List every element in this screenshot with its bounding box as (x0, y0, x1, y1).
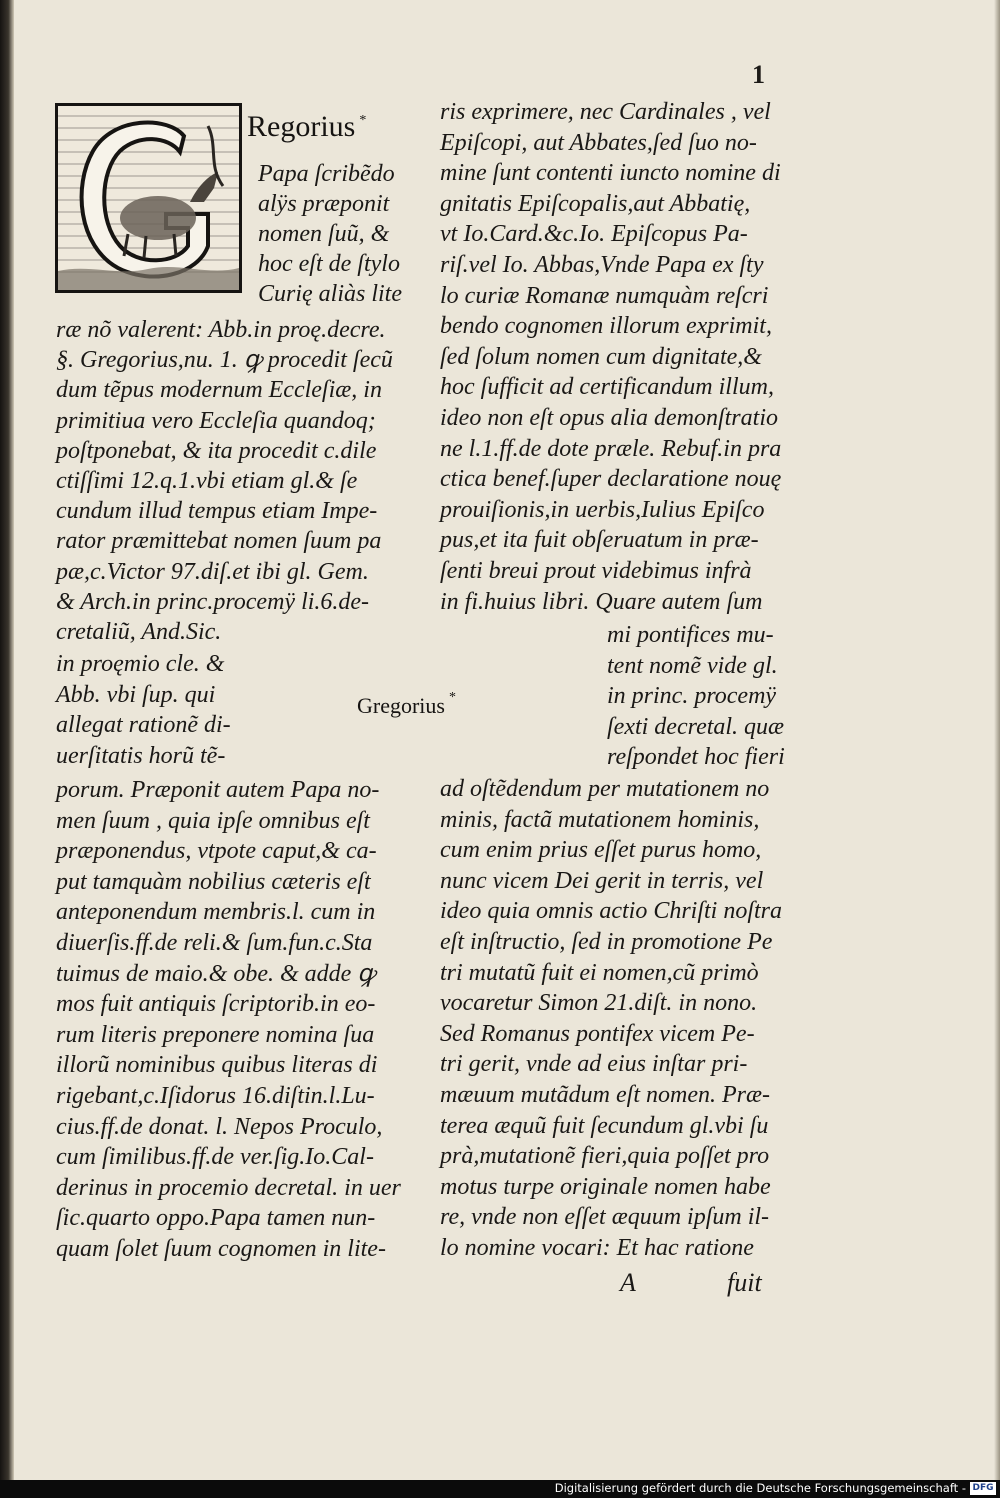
text-line: primitiua vero Eccleſia quandoq; (56, 407, 376, 434)
text-line: vt Io.Card.&c.Io. Epiſcopus Pa- (440, 221, 748, 248)
signature-mark: A (620, 1268, 636, 1297)
text-line: in princ. procemÿ (607, 683, 777, 710)
text-line: put tamquàm nobilius cæteris eſt (56, 868, 371, 895)
center-heading-text: Gregorius (357, 693, 445, 718)
text-line: mi pontifices mu- (607, 622, 774, 648)
text-line: poſtponebat, & ita procedit c.dile (56, 437, 377, 464)
text-line: rator præmittebat nomen ſuum pa (56, 528, 382, 555)
text-line: ſic.quarto oppo.Papa tamen nun- (56, 1205, 376, 1232)
text-line: tri gerit, vnde ad eius inſtar pri- (440, 1051, 748, 1078)
text-line: prouiſionis,in uerbis,Iulius Epiſco (440, 496, 765, 523)
page-edge (994, 0, 1000, 1480)
text-line: cius.ff.de donat. l. Nepos Proculo, (56, 1113, 383, 1140)
text-line: pæ,c.Victor 97.diſ.et ibi gl. Gem. (56, 558, 369, 585)
center-heading-text-wrap (357, 690, 456, 719)
text-line: rigebant,c.Iſidorus 16.diſtin.l.Lu- (56, 1083, 375, 1109)
text-line: & Arch.in princ.procemÿ li.6.de- (56, 588, 370, 615)
text-line: Sed Romanus pontifex vicem Pe- (440, 1020, 755, 1047)
text-line: Papa ſcribẽdo (258, 161, 395, 187)
text-line: ctiſſimi 12.q.1.vbi etiam gl.& ſe (56, 468, 358, 494)
dfg-logo-icon: DFG (970, 1482, 996, 1495)
folio-number: 1 (752, 60, 765, 89)
text-line: reſpondet hoc fieri (607, 744, 785, 771)
text-line: diuerſis.ff.de reli.& ſum.fun.c.Sta (56, 930, 373, 956)
text-line: minis, factã mutationem hominis, (440, 806, 760, 833)
text-line: motus turpe originale nomen habe (440, 1173, 771, 1200)
text-line: hoc eſt de ſtylo (258, 251, 400, 277)
text-line: cum enim prius eſſet purus homo, (440, 837, 762, 864)
text-line: mæuum mutãdum eſt nomen. Præ- (440, 1082, 770, 1108)
text-line: riſ.vel Io. Abbas,Vnde Papa ex ſty (440, 252, 764, 278)
text-line: ad oſtẽdendum per mutationem no (440, 776, 770, 802)
section-heading (247, 110, 366, 144)
text-line: in proęmio cle. & (56, 651, 225, 677)
asterisk-mark-icon: * (359, 113, 367, 128)
woodcut-initial-icon (58, 106, 239, 290)
text-line: lo nomine vocari: Et hac ratione (440, 1235, 754, 1261)
text-line: cretaliũ, And.Sic. (56, 619, 222, 645)
text-line: porum. Præponit autem Papa no- (56, 777, 380, 803)
text-line: terea æquũ fuit ſecundum gl.vbi ſu (440, 1112, 769, 1139)
text-line: ideo quia omnis actio Chriſti noſtra (440, 898, 783, 925)
text-line: ſed ſolum nomen cum dignitate,& (440, 343, 762, 370)
text-line: Epiſcopi, aut Abbates,ſed ſuo no- (440, 129, 757, 156)
text-line: vocaretur Simon 21.diſt. in nono. (440, 990, 758, 1017)
text-line: ſenti breui prout videbimus infrà (440, 558, 752, 584)
funding-notice: Digitalisierung gefördert durch die Deutsche Forschungsgemeinschaft - (554, 1481, 966, 1495)
text-line: uerſitatis horũ tẽ- (56, 742, 226, 769)
text-line: illorũ nominibus quibus literas di (56, 1052, 378, 1079)
text-line: Abb. vbi ſup. qui (56, 681, 216, 708)
asterisk-mark-icon: * (448, 690, 456, 705)
text-line: gnitatis Epiſcopalis,aut Abbatię, (440, 190, 751, 217)
text-line: alÿs præponit (258, 191, 390, 217)
text-line: cundum illud tempus etiam Impe- (56, 498, 378, 525)
page-gutter-shadow (0, 0, 14, 1480)
text-line: derinus in procemio decretal. in uer (56, 1174, 401, 1201)
text-line: ctica benef.ſuper declaratione nouę (440, 466, 782, 493)
text-line: hoc ſufficit ad certificandum illum, (440, 374, 774, 401)
heading-text: Regorius (247, 110, 356, 143)
text-line: Curię aliàs lite (258, 281, 402, 307)
text-line: nunc vicem Dei gerit in terris, vel (440, 867, 764, 894)
text-line: nomen ſuũ, & (258, 221, 390, 247)
text-line: §. Gregorius,nu. 1. ꝙ procedit ſecũ (56, 347, 393, 374)
text-line: lo curiæ Romanæ numquàm reſcri (440, 282, 769, 309)
text-line: ræ nõ valerent: Abb.in proę.decre. (56, 317, 386, 343)
text-line: bendo cognomen illorum exprimit, (440, 313, 772, 340)
text-line: ne l.1.ff.de dote præle. Rebuf.in pra (440, 435, 782, 462)
text-line: præponendus, vtpote caput,& ca- (56, 838, 377, 865)
text-line: ideo non eſt opus alia demonſtratio (440, 405, 778, 431)
text-line: allegat rationẽ di- (56, 712, 231, 738)
text-line: ſexti decretal. quæ (607, 713, 785, 740)
text-line: tuimus de maio.& obe. & adde ꝙ (56, 960, 376, 987)
decorated-initial-g (55, 103, 242, 293)
text-line: re, vnde non eſſet æquum ipſum il- (440, 1204, 770, 1231)
text-line: in fi.huius libri. Quare autem ſum (440, 588, 763, 615)
text-line: men ſuum , quia ipſe omnibus eſt (56, 807, 370, 834)
text-line: quam ſolet ſuum cognomen in lite- (56, 1236, 386, 1262)
text-line: mine ſunt contenti iuncto nomine di (440, 160, 781, 187)
text-line: anteponendum membris.l. cum in (56, 899, 376, 926)
text-line: dum tẽpus modernum Eccleſiæ, in (56, 377, 382, 404)
text-line: tri mutatũ fuit ei nomen,cũ primò (440, 959, 759, 986)
text-line: mos fuit antiquis ſcriptorib.in eo- (56, 991, 376, 1018)
catchword: fuit (727, 1268, 762, 1297)
text-line: cum ſimilibus.ff.de ver.ſig.Io.Cal- (56, 1144, 374, 1171)
text-line: prà,mutationẽ fieri,quia poſſet pro (440, 1143, 770, 1170)
text-line: ris exprimere, nec Cardinales , vel (440, 99, 771, 125)
text-line: tent nomẽ vide gl. (607, 652, 778, 679)
text-line: pus,et ita fuit obſeruatum in præ- (440, 527, 759, 554)
text-line: rum literis preponere nomina ſua (56, 1021, 375, 1048)
text-line: eſt inſtructio, ſed in promotione Pe (440, 929, 773, 955)
